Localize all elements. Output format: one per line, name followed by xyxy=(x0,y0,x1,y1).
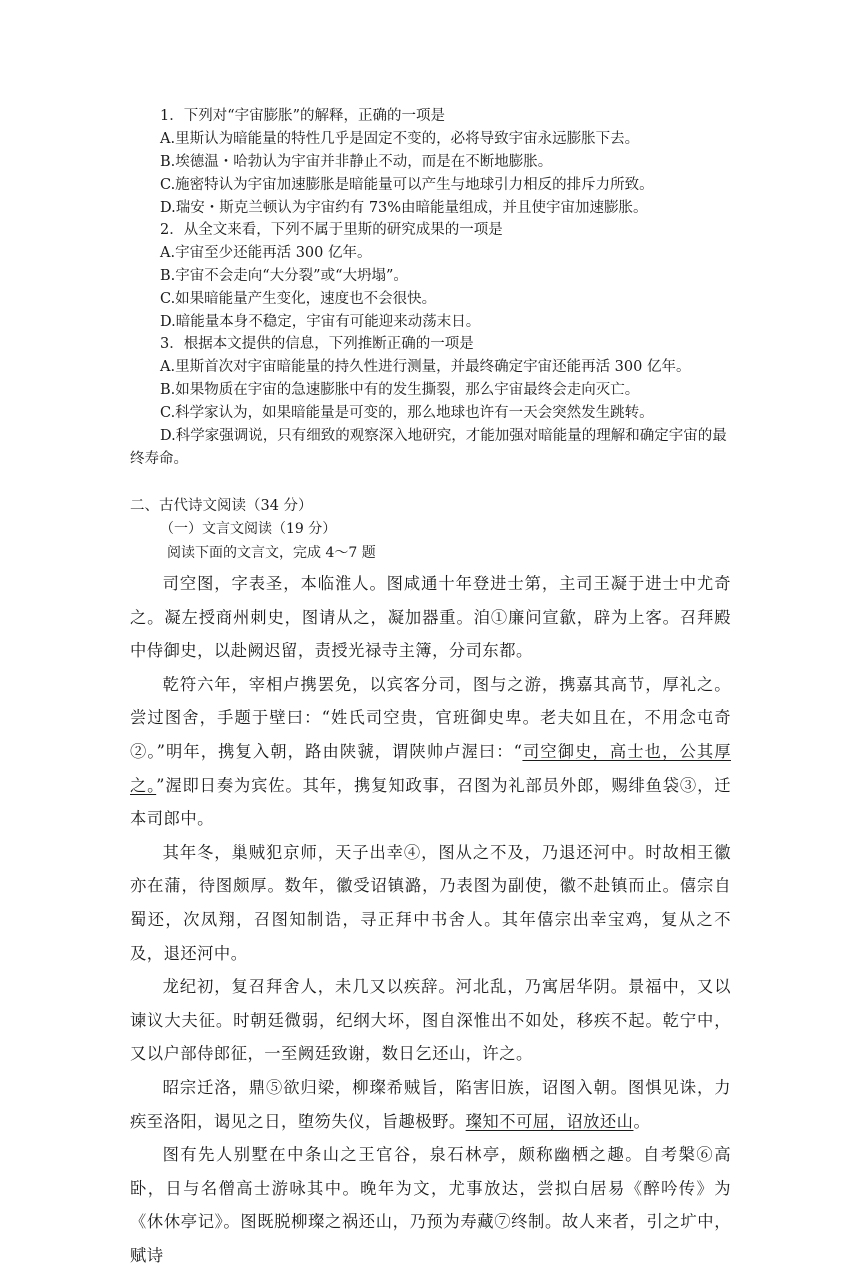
passage-paragraph-1: 司空图，字表圣，本临淮人。图咸通十年登进士第，主司王凝于进士中尤奇之。凝左授商州刺史，图请从之，凝加器重。洎①廉问宣歙，辟为上客。召拜殿中侍御史，以赴阙迟留，责授光禄寺主簿，分司东都。 xyxy=(130,574,731,661)
classical-chinese-passage xyxy=(130,567,731,1272)
passage-paragraph-5-text-a: 昭宗迁洛，鼎⑤欲归梁，柳璨希贼旨，陷害旧族，诏图入朝。图惧见诛，力疾至洛阳，谒见之日，堕笏失仪，旨趣极野。 xyxy=(130,1077,731,1131)
question-2-option-a: A.宇宙至少还能再活 300 亿年。 xyxy=(160,245,372,261)
passage-paragraph-6: 图有先人别墅在中条山之王官谷，泉石林亭，颇称幽栖之趣。自考槃⑥高卧，日与名僧高士游咏其中。晚年为文，尤事放达，尝拟白居易《醉吟传》为《休休亭记》。图既脱柳璨之祸还山，乃预为寿藏⑦终制。故人来者，引之圹中，赋诗 xyxy=(130,1145,731,1265)
passage-paragraph-2-text-b: ”渥即日奏为宾佐。其年，携复知政事，召图为礼部员外郎，赐绯鱼袋③，迁本司郎中。 xyxy=(130,775,732,829)
question-3-option-a: A.里斯首次对宇宙暗能量的持久性进行测量，并最终确定宇宙还能再活 300 亿年。 xyxy=(160,359,691,375)
passage-paragraph-5-text-b: 。 xyxy=(633,1111,651,1131)
question-1-option-b: B.埃德温・哈勃认为宇宙并非静止不动，而是在不断地膨胀。 xyxy=(160,154,553,170)
passage-instructions: 阅读下面的文言文，完成 4～7 题 xyxy=(167,545,376,561)
question-1-option-a: A.里斯认为暗能量的特性几乎是固定不变的，必将导致宇宙永远膨胀下去。 xyxy=(160,131,640,147)
question-1-option-d: D.瑞安・斯克兰顿认为宇宙约有 73%由暗能量组成，并且使宇宙加速膨胀。 xyxy=(160,200,648,216)
passage-paragraph-2 xyxy=(130,668,731,836)
passage-paragraph-2-text-a: 乾符六年，宰相卢携罢免，以宾客分司，图与之游，携嘉其高节，厚礼之。尝过图舍，手题于壁曰：“姓氏司空贵，官班御史卑。老夫如且在，不用念屯奇②。”明年，携复入朝，路由陕虢，谓陕帅卢渥曰：“ xyxy=(130,674,731,761)
section-subtitle: （一）文言文阅读（19 分） xyxy=(160,521,337,537)
passage-paragraph-3: 其年冬，巢贼犯京师，天子出幸④，图从之不及，乃退还河中。时故相王徽亦在蒲，待图颇厚。数年，徽受诏镇潞，乃表图为副使，徽不赴镇而止。僖宗自蜀还，次凤翔，召图知制诰，寻正拜中书舍人。其年僖宗出幸宝鸡，复从之不及，退还河中。 xyxy=(130,842,731,963)
question-3-option-d: D.科学家强调说，只有细致的观察深入地研究，才能加强对暗能量的理解和确定宇宙的最终寿命。 xyxy=(130,428,727,467)
section-title: 二、古代诗文阅读（34 分） xyxy=(130,498,313,514)
question-2-option-c: C.如果暗能量产生变化，速度也不会很快。 xyxy=(160,291,437,307)
question-2-stem: 2．从全文来看，下列不属于里斯的研究成果的一项是 xyxy=(160,222,503,238)
question-3-option-b: B.如果物质在宇宙的急速膨胀中有的发生撕裂，那么宇宙最终会走向灭亡。 xyxy=(160,382,640,398)
question-1-stem: 1．下列对“宇宙膨胀”的解释，正确的一项是 xyxy=(160,108,446,124)
question-2-option-d: D.暗能量本身不稳定，宇宙有可能迎来动荡末日。 xyxy=(160,314,481,330)
underlined-sentence-2: 璨知不可屈，诏放还山 xyxy=(465,1111,634,1131)
question-1-option-c: C.施密特认为宇宙加速膨胀是暗能量可以产生与地球引力相反的排斥力所致。 xyxy=(160,177,654,193)
question-3-stem: 3．根据本文提供的信息，下列推断正确的一项是 xyxy=(160,336,474,352)
question-3-option-c: C.科学家认为，如果暗能量是可变的，那么地球也许有一天会突然发生跳转。 xyxy=(160,405,654,421)
underlined-sentence-1: 司空御史，高士也，公其厚之。 xyxy=(130,741,731,795)
question-2-option-b: B.宇宙不会走向“大分裂”或“大坍塌”。 xyxy=(160,268,408,284)
passage-paragraph-5 xyxy=(130,1071,731,1138)
passage-paragraph-4: 龙纪初，复召拜舍人，未几又以疾辞。河北乱，乃寓居华阴。景福中，又以谏议大夫征。时朝廷微弱，纪纲大坏，图自深惟出不如处，移疾不起。乾宁中，又以户部侍郎征，一至阙廷致谢，数日乞还山，许之。 xyxy=(130,977,731,1064)
